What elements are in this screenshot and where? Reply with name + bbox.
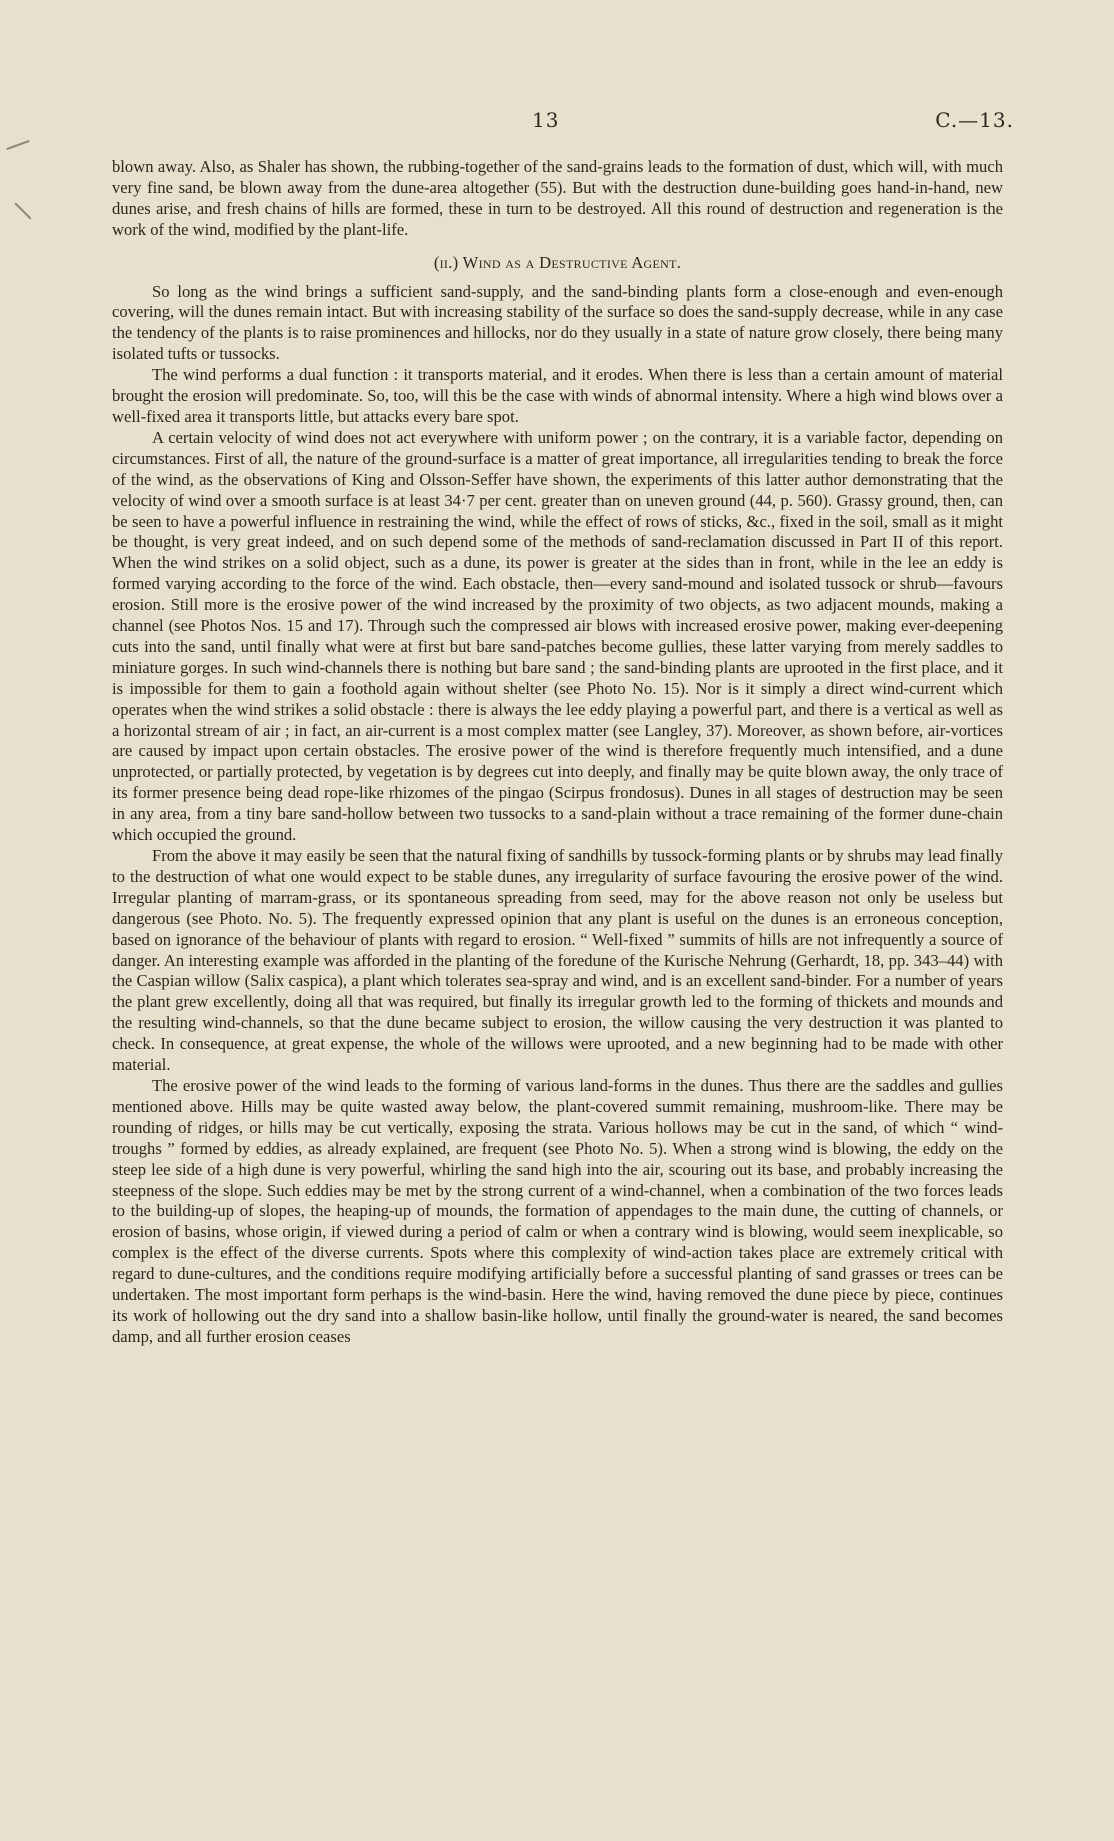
section-heading: (ii.) Wind as a Destructive Agent. bbox=[433, 252, 682, 272]
paragraph: The wind performs a dual function : it transports material, and it erodes. When there is less than a certain amount of material brought the erosion will predominate. So, too, will this be the case with winds of abnormal intensity. Where a high wind blows over a well-fixed area it transports little, but attacks every bare spot. bbox=[112, 365, 1003, 426]
paragraph: The erosive power of the wind leads to the forming of various land-forms in the dunes. Thus there are the saddles and gullies mentioned above. Hills may be quite wasted away below, the plant-covered summit remaining, mushroom-like. There may be rounding of ridges, or hills may be cut vertically, exposing the strata. Various hollows may be cut in the sand, of which “ wind-troughs ” formed by eddies, as already explained, are frequent (see Photo No. 5). When a strong wind is blowing, the eddy on the steep lee side of a high dune is very powerful, whirling the sand high into the air, scouring out its base, and probably increasing the steepness of the slope. Such eddies may be met by the strong current of a wind-channel, when a combination of the two forces leads to the building-up of slopes, the heaping-up of mounds, the formation of appendages to the main dune, the cutting of channels, or erosion of basins, whose origin, if viewed during a period of calm or when a contrary wind is blowing, would seem inexplicable, so complex is the effect of the diverse currents. Spots where this complexity of wind-action takes place are extremely critical with regard to dune-cultures, and the conditions require modifying artificially before a successful planting of sand grasses or trees can be undertaken. The most important form perhaps is the wind-basin. Here the wind, having removed the dune piece by piece, continues its work of hollowing out the dry sand into a shallow basin-like hollow, until finally the ground-water is neared, the sand becomes damp, and all further erosion ceases bbox=[112, 1075, 1003, 1346]
document-code: C.—13. bbox=[935, 108, 1014, 132]
margin-scratch bbox=[15, 203, 32, 220]
paragraph: A certain velocity of wind does not act everywhere with uniform power ; on the contrary, it is a variable factor, depending on circumstances. First of all, the nature of the ground-surface is a matter of great importance, all irregularities tending to break the force of the wind, as the observations of King and Olsson-Seffer have shown, the experiments of this latter author demonstrating that the velocity of wind over a smooth surface is at least 34·7 per cent. greater than on uneven ground (44, p. 560). Grassy ground, then, can be seen to have a powerful influence in restraining the wind, while the effect of rows of sticks, &c., fixed in the soil, small as it might be thought, is very great indeed, and on such depend some of the methods of sand-reclamation discussed in Part II of this report. When the wind strikes on a solid object, such as a dune, its power is greater at the sides than in front, while in the lee an eddy is formed varying according to the force of the wind. Each obstacle, then—every sand-mound and isolated tussock or shrub—favours erosion. Still more is the erosive power of the wind increased by the proximity of two objects, as two adjacent mounds, making a channel (see Photos Nos. 15 and 17). Through such the compressed air blows with increased erosive power, making ever-deepening cuts into the sand, until finally what were at first but bare sand-patches become gullies, these latter varying from merely saddles to miniature gorges. In such wind-channels there is nothing but bare sand ; the sand-binding plants are uprooted in the first place, and it is impossible for them to gain a foothold again without shelter (see Photo No. 15). Nor is it simply a direct wind-current which operates when the wind strikes a solid obstacle : there is always the lee eddy playing a powerful part, and there is a vertical as well as a horizontal stream of air ; in fact, an air-current is a most complex matter (see Langley, 37). Moreover, as shown before, air-vortices are caused by impact upon certain obstacles. The erosive power of the wind is therefore frequently much intensified, and a dune unprotected, or partially protected, by vegetation is by degrees cut into deeply, and finally may be quite blown away, the only trace of its former presence being dead rope-like rhizomes of the pingao (Scirpus frondosus). Dunes in all stages of destruction may be seen in any area, from a tiny bare sand-hollow between two tussocks to a sand-plain without a trace remaining of the former dune-chain which occupied the ground. bbox=[112, 427, 1003, 845]
paragraph: So long as the wind brings a sufficient sand-supply, and the sand-binding plants form a close-enough and even-enough covering, will the dunes remain intact. But with increasing stability of the surface so does the sand-supply decrease, while in any case the tendency of the plants is to raise prominences and hillocks, nor do they usually in a state of nature grow closely, there being many isolated tufts or tussocks. bbox=[112, 281, 1003, 364]
body-text bbox=[112, 157, 1003, 1348]
page-number: 13 bbox=[532, 108, 560, 132]
margin-scratch bbox=[6, 140, 29, 150]
paragraph: From the above it may easily be seen that the natural fixing of sandhills by tussock-forming plants or by shrubs may lead finally to the destruction of what one would expect to be stable dunes, any irregularity of surface favouring the erosive power of the wind. Irregular planting of marram-grass, or its spontaneous spreading from seed, may for the above reason not only be useless but dangerous (see Photo. No. 5). The frequently expressed opinion that any plant is useful on the dunes is an erroneous conception, based on ignorance of the behaviour of plants with regard to erosion. “ Well-fixed ” summits of hills are not infrequently a source of danger. An interesting example was afforded in the planting of the foredune of the Kurische Nehrung (Gerhardt, 18, pp. 343–44) with the Caspian willow (Salix caspica), a plant which tolerates sea-spray and wind, and is an excellent sand-binder. For a number of years the plant grew excellently, doing all that was required, but finally its irregular growth led to the forming of thickets and mounds and the resulting wind-channels, so that the dune became subject to erosion, the willow causing the very destruction it was planted to check. In consequence, at great expense, the whole of the willows were uprooted, and a new beginning had to be made with other material. bbox=[112, 846, 1003, 1075]
paragraph: blown away. Also, as Shaler has shown, the rubbing-together of the sand-grains leads to the formation of dust, which will, with much very fine sand, be blown away from the dune-area altogether (55). But with the destruction dune-building goes hand-in-hand, new dunes arise, and fresh chains of hills are formed, these in turn to be destroyed. All this round of destruction and regeneration is the work of the wind, modified by the plant-life. bbox=[112, 157, 1003, 239]
